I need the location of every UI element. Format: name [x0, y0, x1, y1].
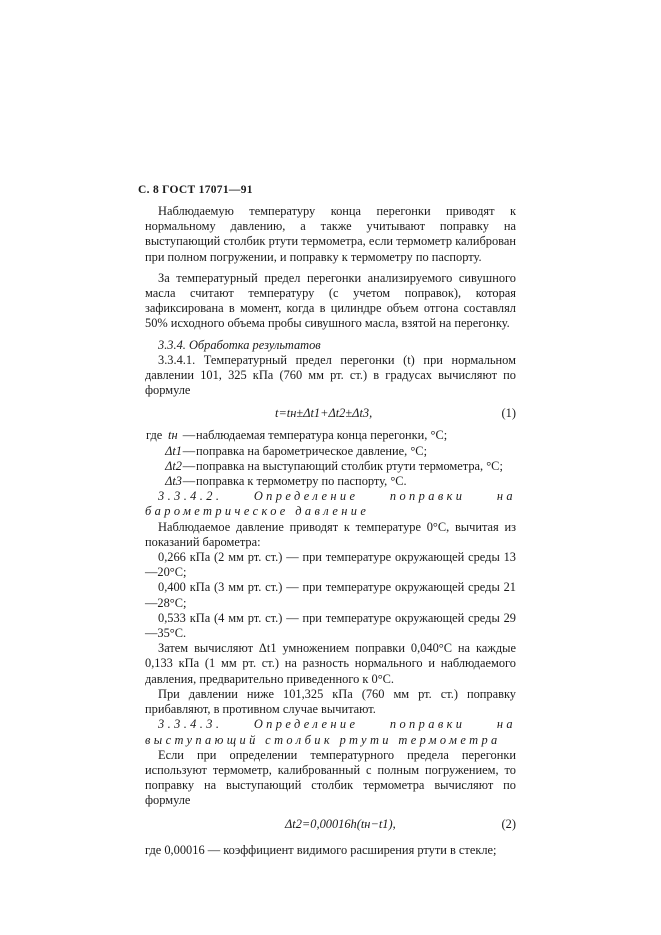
formula-1 [145, 398, 516, 428]
page-header: С. 8 ГОСТ 17071—91 [138, 184, 253, 196]
paragraph-distillation-limit: За температурный предел перегонки анализируемого сивушного масла считают температуру (с учетом поправок), которая зафиксирована в момент, когда в цилиндре объем отгона составлял 50% исходного объема пробы сивушного масла, взятой на перегонку. [145, 270, 516, 331]
list-item: 0,533 кПа (4 мм рт. ст.) — при температуре окружающей среды 29—35°С. [145, 610, 516, 641]
definition-prefix: где [146, 428, 163, 443]
definition-text: поправка на барометрическое давление, °С; [196, 443, 428, 458]
section-heading-3-3-4-3: 3.3.4.3. Определение поправки на выступающий столбик ртути термометра [145, 717, 516, 747]
paragraph-below-pressure: При давлении ниже 101,325 кПа (760 мм рт. ст.) поправку прибавляют, в противном случае вычитают. [145, 686, 516, 717]
definition-text: наблюдаемая температура конца перегонки, °С; [196, 428, 448, 443]
section-heading-3-3-4: 3.3.4. Обработка результатов [158, 337, 321, 352]
definition-text: поправка на выступающий столбик ртути термометра, °С; [196, 458, 503, 473]
list-item: 0,266 кПа (2 мм рт. ст.) — при температуре окружающей среды 13—20°С; [145, 550, 516, 580]
list-item: 0,400 кПа (3 мм рт. ст.) — при температуре окружающей среды 21—28°С; [145, 580, 516, 610]
formula-1-number: (1) [501, 406, 516, 421]
paragraph-then-compute: Затем вычисляют Δt1 умножением поправки 0,040°С на каждые 0,133 кПа (1 мм рт. ст.) на разность нормального и наблюдаемого давления, предварительно приведенного к 0°С. [145, 641, 516, 686]
definition-symbol: tн [168, 428, 178, 443]
document-body [145, 204, 516, 858]
formula-1-expression: t=tн±Δt1+Δt2±Δt3, [275, 406, 373, 421]
paragraph-3-3-4-1: 3.3.4.1. Температурный предел перегонки (t) при нормальном давлении 101, 325 кПа (760 мм рт. ст.) в градусах вычисляют по формуле [145, 352, 516, 398]
formula-2 [145, 809, 516, 839]
definition-row: Δt2 — поправка на выступающий столбик ртути термометра, °С; [146, 459, 516, 474]
formula-2-expression: Δt2=0,00016h(tн−t1), [285, 816, 396, 831]
definition-symbol: Δt3 [165, 474, 182, 489]
definition-symbol: Δt2 [165, 458, 182, 473]
definition-symbol: Δt1 [165, 443, 182, 458]
definition-row: где tн — наблюдаемая температура конца перегонки, °С; [146, 428, 516, 443]
paragraph-coefficient: где 0,00016 — коэффициент видимого расширения ртути в стекле; [145, 842, 497, 857]
section-heading-3-3-4-2: 3.3.4.2. Определение поправки на барометрическое давление [145, 489, 516, 519]
formula-1-definitions [146, 428, 516, 489]
formula-2-number: (2) [501, 816, 516, 831]
paragraph-full-immersion: Если при определении температурного предела перегонки используют термометр, калиброванный с полным погружением, то поправку на выступающий столбик термометра вычисляют по формуле [145, 747, 516, 808]
paragraph-barometer: Наблюдаемое давление приводят к температуре 0°С, вычитая из показаний барометра: [145, 519, 516, 549]
paragraph-temperature-reduction: Наблюдаемую температуру конца перегонки приводят к нормальному давлению, а также учитывают поправку на выступающий столбик ртути термометра, если термометр калиброван при полном погружении, и поправку к термометру по паспорту. [145, 204, 516, 264]
definition-text: поправка к термометру по паспорту, °С. [196, 474, 407, 489]
definition-row: Δt1 — поправка на барометрическое давление, °С; [146, 444, 516, 459]
definition-row: Δt3 — поправка к термометру по паспорту, °С. [146, 474, 516, 489]
